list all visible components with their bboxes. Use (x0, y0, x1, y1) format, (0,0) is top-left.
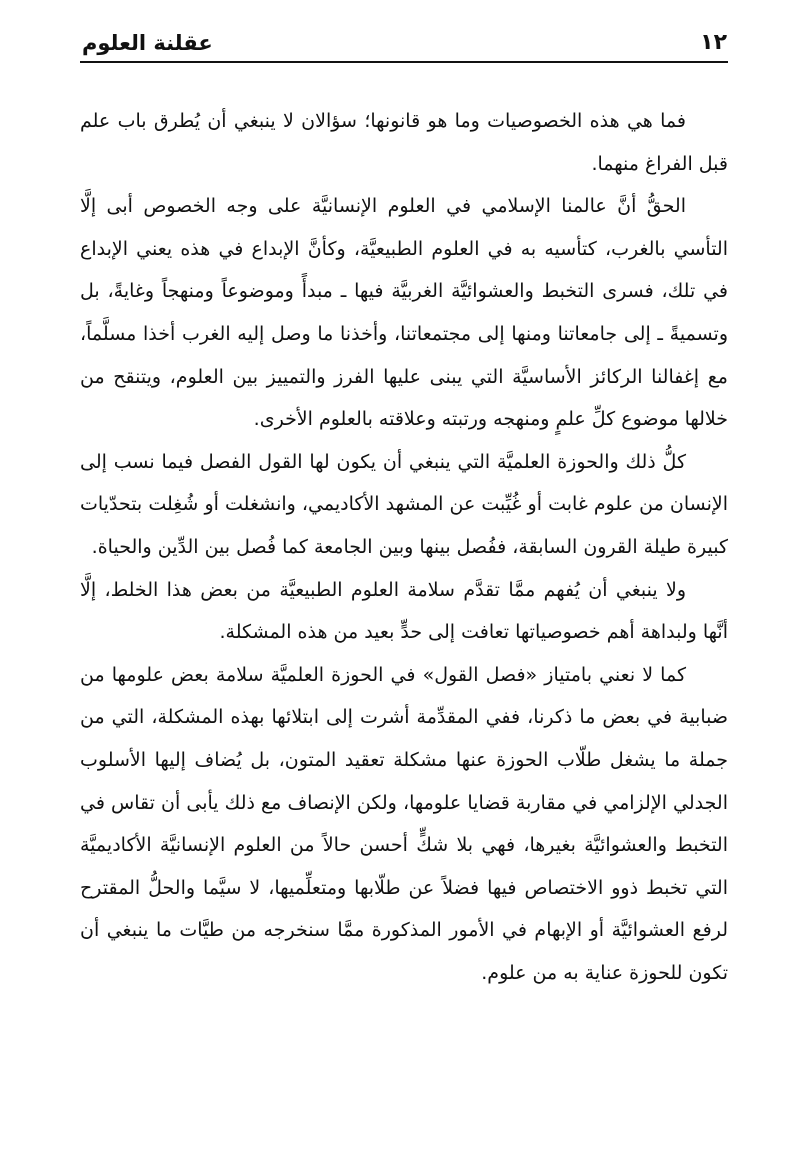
page-body (80, 100, 728, 1130)
paragraph-3: كلُّ ذلك والحوزة العلميَّة التي ينبغي أن يكون لها القول الفصل فيما نسب إلى الإنسان من علوم غابت أو غُيِّبت عن المشهد الأكاديمي، وانشغلت أو شُغِلت بتحدّيات كبيرة طيلة القرون السابقة، ففُصل بينها وبين الجامعة كما فُصل بين الدِّين والحياة. (80, 450, 728, 558)
paragraph-5: كما لا نعني بامتياز «فصل القول» في الحوزة العلميَّة سلامة بعض علومها من ضبابية في بعض ما ذكرنا، ففي المقدِّمة أشرت إلى ابتلائها بهذه المشكلة، التي من جملة ما يشغل طلّاب الحوزة عنها مشكلة تعقيد المتون، بل يُضاف إليها الأسلوب الجدلي الإلزامي في مقاربة قضايا علومها، ولكن الإنصاف مع ذلك يأبى أن تقاس في التخبط والعشوائيَّة بغيرها، فهي بلا شكٍّ أحسن حالاً من العلوم الإنسانيَّة الأكاديميَّة التي تخبط ذوو الاختصاص فيها فضلاً عن طلّابها ومتعلِّميها، لا سيَّما والحلُّ المقترح لرفع العشوائيَّة أو الإبهام في الأمور المذكورة ممَّا سنخرجه من طيَّات ما ينبغي أن تكون للحوزة عناية به من علوم. (80, 663, 728, 984)
paragraph-1: فما هي هذه الخصوصيات وما هو قانونها؛ سؤالان لا ينبغي أن يُطرق باب علم قبل الفراغ منهما. (80, 110, 728, 175)
paragraph-2: الحقُّ أنَّ عالمنا الإسلامي في العلوم الإنسانيَّة على وجه الخصوص أبى إلَّا التأسي بالغرب، كتأسيه به في العلوم الطبيعيَّة، وكأنَّ الإبداع في هذه يعني الإبداع في تلك، فسرى التخبط والعشوائيَّة الغربيَّة فيها ـ مبدأً وموضوعاً ومنهجاً وغايةً، بل وتسميةً ـ إلى جامعاتنا ومنها إلى مجتمعاتنا، وأخذنا ما وصل إليه الغرب أخذا مسلَّماً، مع إغفالنا الركائز الأساسيَّة التي يبنى عليها الفرز والتمييز بين العلوم، ويتنقح من خلالها موضوع كلِّ علمٍ ومنهجه ورتبته وعلاقته بالعلوم الأخرى. (80, 195, 728, 431)
page-header (82, 22, 727, 64)
page-number: ١٢ (700, 30, 727, 55)
header-divider (80, 61, 728, 63)
paragraph-4: ولا ينبغي أن يُفهم ممَّا تقدَّم سلامة العلوم الطبيعيَّة من بعض هذا الخلط، إلَّا أنَّها ولبداهة أهم خصوصياتها تعافت إلى حدٍّ بعيد من هذه المشكلة. (80, 578, 728, 644)
running-title: عقلنة العلوم (82, 31, 213, 55)
